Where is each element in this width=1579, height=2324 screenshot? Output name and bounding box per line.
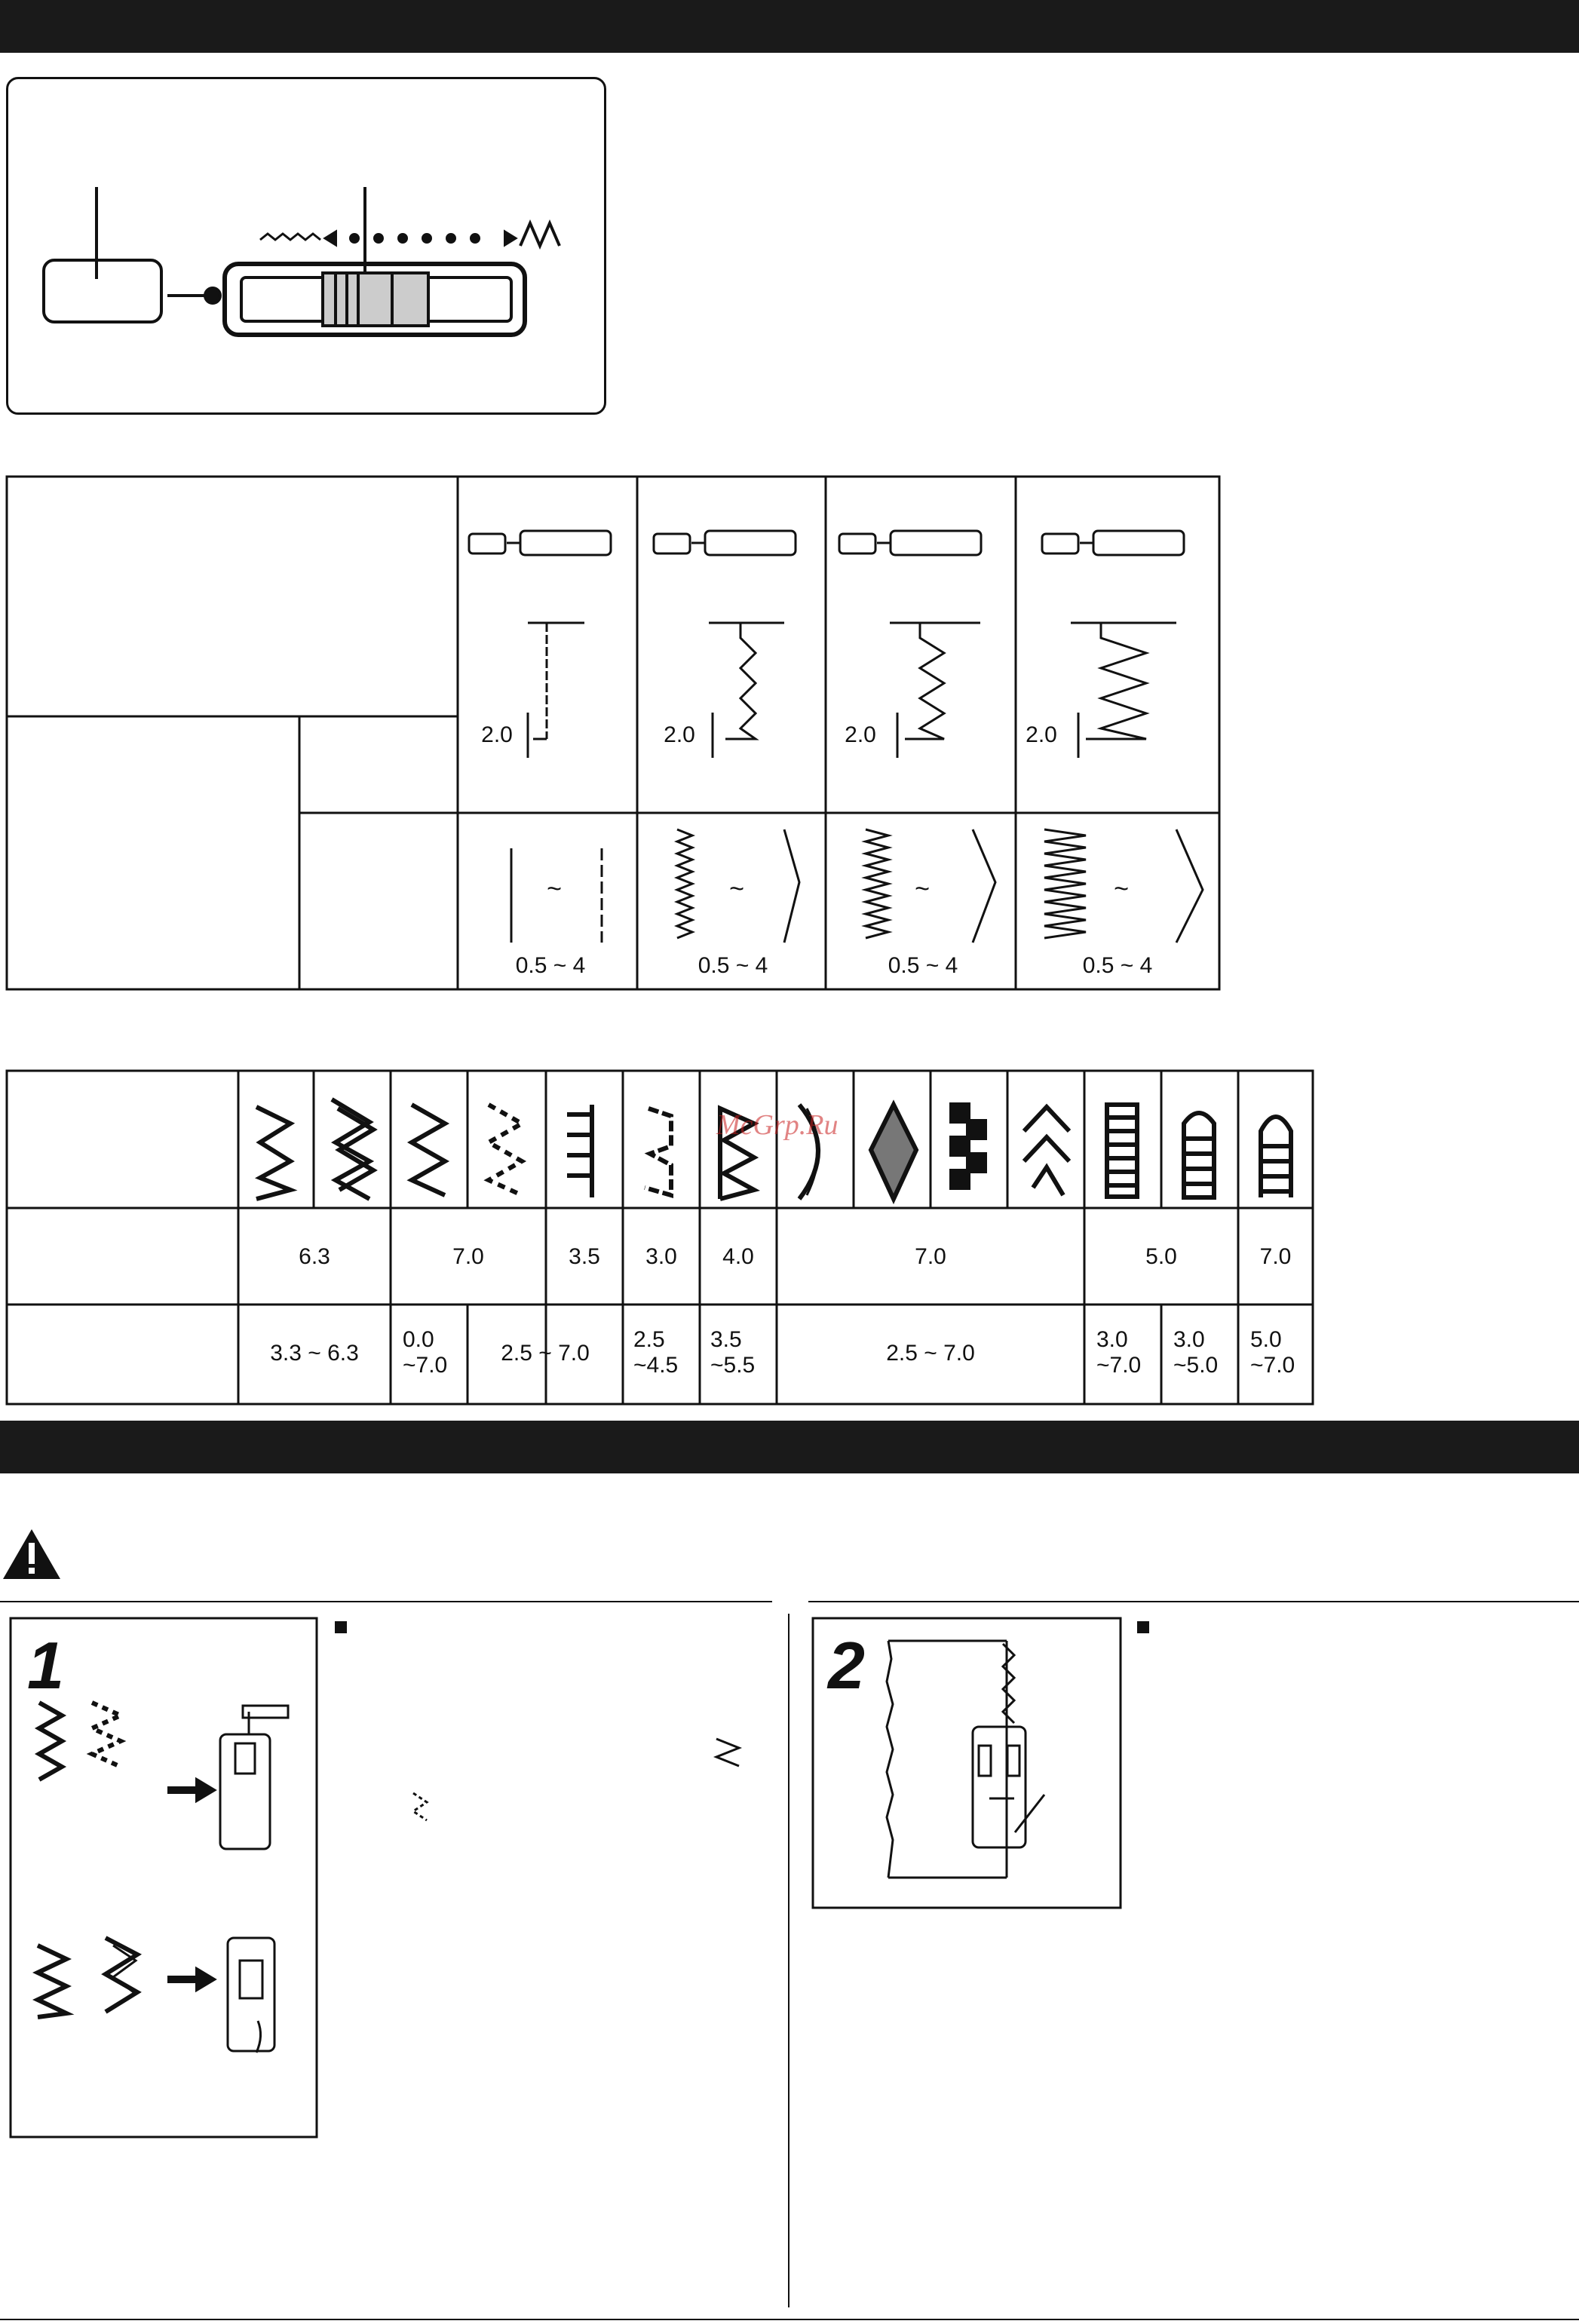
range-tilde-4: ~ <box>1114 875 1129 903</box>
manual-range-6: 2.5 ~ 7.0 <box>886 1341 975 1366</box>
manual-range-4: 2.5 ~4.5 <box>633 1327 679 1378</box>
width-dial-panel <box>6 77 606 415</box>
manual-range-8: 3.0 ~5.0 <box>1173 1327 1219 1378</box>
manual-range-5: 3.5 ~5.5 <box>710 1327 756 1378</box>
caution-icon <box>3 1529 60 1579</box>
setting-label-1: 2.0 <box>481 722 513 747</box>
setting-label-2: 2.0 <box>664 722 695 747</box>
step-2-illustration <box>887 1641 1044 1878</box>
step-1-inline-icons <box>413 1739 739 1820</box>
default-width-8: 7.0 <box>1259 1244 1292 1269</box>
default-width-1: 6.3 <box>299 1244 330 1269</box>
step-1-illustrations <box>38 1703 288 2053</box>
width-table-diagrams <box>469 531 1203 943</box>
default-width-5: 4.0 <box>722 1244 754 1269</box>
header-bar <box>0 0 1579 53</box>
range-label-3: 0.5 ~ 4 <box>888 953 958 978</box>
range-tilde-1: ~ <box>547 875 562 903</box>
step-1-bullet <box>335 1621 347 1633</box>
manual-range-2: 0.0 ~7.0 <box>403 1327 448 1378</box>
section-bar <box>0 1421 1579 1473</box>
default-width-2: 7.0 <box>452 1244 484 1269</box>
default-width-3: 3.5 <box>569 1244 600 1269</box>
default-width-4: 3.0 <box>645 1244 677 1269</box>
range-tilde-3: ~ <box>915 875 930 903</box>
step-1-number: 1 <box>27 1628 64 1703</box>
step-2-bullet <box>1137 1621 1149 1633</box>
watermark: McGrp.Ru <box>716 1109 839 1141</box>
manual-range-9: 5.0 ~7.0 <box>1250 1327 1295 1378</box>
manual-range-7: 3.0 ~7.0 <box>1096 1327 1142 1378</box>
default-width-6: 7.0 <box>915 1244 946 1269</box>
range-label-4: 0.5 ~ 4 <box>1082 953 1153 978</box>
default-width-7: 5.0 <box>1145 1244 1177 1269</box>
setting-label-4: 2.0 <box>1026 722 1057 747</box>
step-2-number: 2 <box>828 1628 865 1703</box>
range-label-1: 0.5 ~ 4 <box>515 953 586 978</box>
manual-range-3: 2.5 ~ 7.0 <box>501 1341 590 1366</box>
range-label-2: 0.5 ~ 4 <box>698 953 768 978</box>
manual-range-1: 3.3 ~ 6.3 <box>270 1341 359 1366</box>
setting-label-3: 2.0 <box>845 722 876 747</box>
range-tilde-2: ~ <box>729 875 744 903</box>
